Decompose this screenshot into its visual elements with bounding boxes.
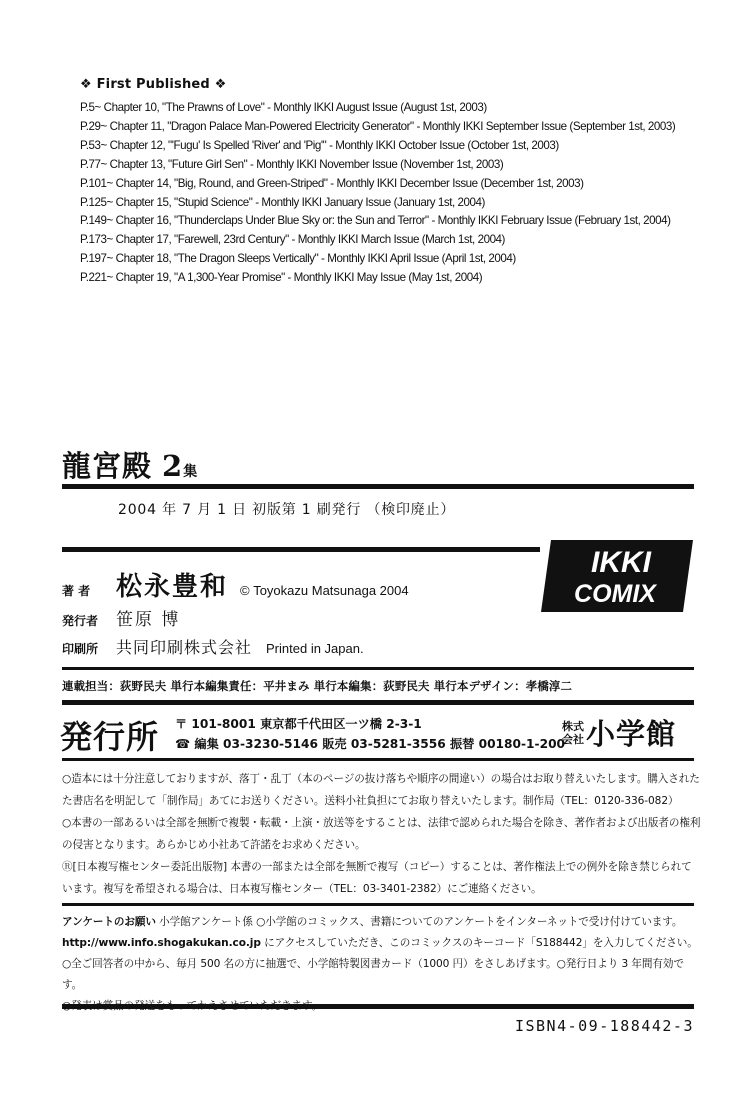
printed-in: Printed in Japan. bbox=[266, 641, 364, 656]
book-title bbox=[62, 444, 198, 485]
survey-rule bbox=[62, 1004, 694, 1009]
credits-rule bbox=[62, 667, 694, 670]
first-published-entry: P.173~ Chapter 17, "Farewell, 23rd Century" - Monthly IKKI March Issue (March 1st, 2004) bbox=[80, 233, 505, 247]
shogakukan-logo bbox=[560, 712, 676, 753]
notice-line: た書店名を明記して「制作局」あてにお送りください。送料小社負担にてお取り替えいたします。制作局（TEL：0120-336-082） bbox=[62, 795, 679, 807]
title-rule bbox=[62, 484, 694, 489]
survey-url[interactable]: http://www.info.shogakukan.co.jp bbox=[62, 937, 261, 949]
company-kind-bottom: 会社 bbox=[562, 732, 584, 746]
first-published-entry: P.5~ Chapter 10, "The Prawns of Love" - Monthly IKKI August Issue (August 1st, 2003) bbox=[80, 101, 487, 114]
first-published-list bbox=[80, 99, 720, 288]
edition-line: 2004 年 7 月 1 日 初版第 1 刷発行 （検印廃止） bbox=[118, 502, 456, 518]
publisher-office-label: 発行所 bbox=[60, 718, 160, 756]
ikki-comix-logo bbox=[541, 540, 693, 612]
publisher-name: 笹原 博 bbox=[116, 610, 181, 630]
notice-line: の侵害となります。あらかじめ小社あて許諾をお求めください。 bbox=[62, 839, 366, 851]
survey-label: アンケートのお願い bbox=[62, 916, 156, 928]
first-published-entry: P.101~ Chapter 14, "Big, Round, and Green-Striped" - Monthly IKKI December Issue (December 1st, 2003) bbox=[80, 176, 584, 190]
book-volume: 2 bbox=[162, 449, 184, 483]
author-row bbox=[62, 566, 409, 603]
author-name: 松永豊和 bbox=[116, 572, 229, 602]
isbn: ISBN4-09-188442-3 bbox=[514, 1017, 694, 1035]
publisher-label: 発行者 bbox=[62, 614, 99, 628]
staff-line: 連載担当：荻野民夫 単行本編集責任：平井まみ 単行本編集：荻野民夫 単行本デザイン：孝橋淳二 bbox=[62, 679, 573, 693]
company-kind bbox=[560, 720, 586, 746]
first-published-entry: P.77~ Chapter 13, "Future Girl Sen" - Monthly IKKI November Issue (November 1st, 2003) bbox=[80, 157, 504, 171]
first-published-entry: P.197~ Chapter 18, "The Dragon Sleeps Vertically" - Monthly IKKI April Issue (April 1st, 2004) bbox=[80, 252, 516, 266]
notice-line: います。複写を希望される場合は、日本複写権センター（TEL：03-3401-2382）にご連絡ください。 bbox=[62, 883, 542, 895]
book-title-text: 龍宮殿 bbox=[62, 449, 153, 483]
printer-label: 印刷所 bbox=[62, 642, 99, 656]
ikki-comix-logo-graphic bbox=[541, 540, 693, 612]
survey-line-1 bbox=[62, 912, 702, 933]
first-published-heading: ❖ First Published ❖ bbox=[80, 77, 227, 92]
publisher-phones: ☎ 編集 03-3230-5146 販売 03-5281-3556 振替 00180-1-200 bbox=[175, 737, 566, 751]
company-name: 小学館 bbox=[586, 717, 677, 751]
edition-rule bbox=[62, 547, 540, 552]
printer-row bbox=[62, 635, 364, 658]
survey-line-3: ○全ご回答者の中から、毎月 500 名の方に抽選で、小学館特製図書カード（1000 円）をさしあげます。○発行日より 3 年間有効です。 bbox=[62, 958, 684, 991]
notice-line: ○造本には十分注意しておりますが、落丁・乱丁（本のページの抜け落ちや順序の間違い）の場合はお取り替えいたします。購入された bbox=[62, 773, 700, 785]
legal-notices bbox=[62, 768, 702, 900]
copyright: © Toyokazu Matsunaga 2004 bbox=[240, 583, 409, 598]
survey-block bbox=[62, 912, 702, 1017]
first-published-entry: P.221~ Chapter 19, "A 1,300-Year Promise" - Monthly IKKI May Issue (May 1st, 2004) bbox=[80, 271, 483, 285]
survey-line-2-text: にアクセスしていただき、このコミックスのキーコード「S188442」を入力してください。 bbox=[260, 937, 698, 949]
first-published-entry: P.149~ Chapter 16, "Thunderclaps Under Blue Sky or: the Sun and Terror" - Monthly IKKI February Issue (February 1st, 2004) bbox=[80, 214, 671, 228]
notice-line: ○本書の一部あるいは全部を無断で複製・転載・上演・放送等をすることは、法律で認められた場合を除き、著作者および出版者の権利 bbox=[62, 817, 701, 829]
first-published-entry: P.125~ Chapter 15, "Stupid Science" - Monthly IKKI January Issue (January 1st, 2004) bbox=[80, 195, 485, 209]
notice-line: Ⓡ[日本複写権センター委託出版物] 本書の一部または全部を無断で複写（コピー）することは、著作権法上での例外を除き禁じられて bbox=[62, 861, 692, 873]
publisher-address: 〒 101-8001 東京都千代田区一ツ橋 2-3-1 bbox=[175, 717, 422, 731]
printer-name: 共同印刷株式会社 bbox=[116, 638, 253, 657]
company-kind-top: 株式 bbox=[562, 719, 584, 733]
book-volume-suffix: 集 bbox=[183, 464, 199, 480]
logo-line-2: COMIX bbox=[574, 580, 656, 608]
survey-line-2 bbox=[62, 933, 702, 954]
notices-rule bbox=[62, 903, 694, 906]
author-label: 著 者 bbox=[62, 584, 91, 598]
staff-rule bbox=[62, 700, 694, 705]
first-published-entry: P.29~ Chapter 11, "Dragon Palace Man-Powered Electricity Generator" - Monthly IKKI September Issue (September 1st, 2003) bbox=[80, 119, 676, 133]
publisher-person-row bbox=[62, 605, 180, 630]
first-published-entry: P.53~ Chapter 12, "'Fugu' Is Spelled 'River' and 'Pig'" - Monthly IKKI October Issue (October 1st, 2003) bbox=[80, 138, 559, 152]
logo-line-1: IKKI bbox=[591, 546, 651, 579]
survey-line-1-text: 小学館アンケート係 ○小学館のコミックス、書籍についてのアンケートをインターネットで受け付けています。 bbox=[155, 916, 683, 928]
publisher-rule bbox=[62, 758, 694, 761]
